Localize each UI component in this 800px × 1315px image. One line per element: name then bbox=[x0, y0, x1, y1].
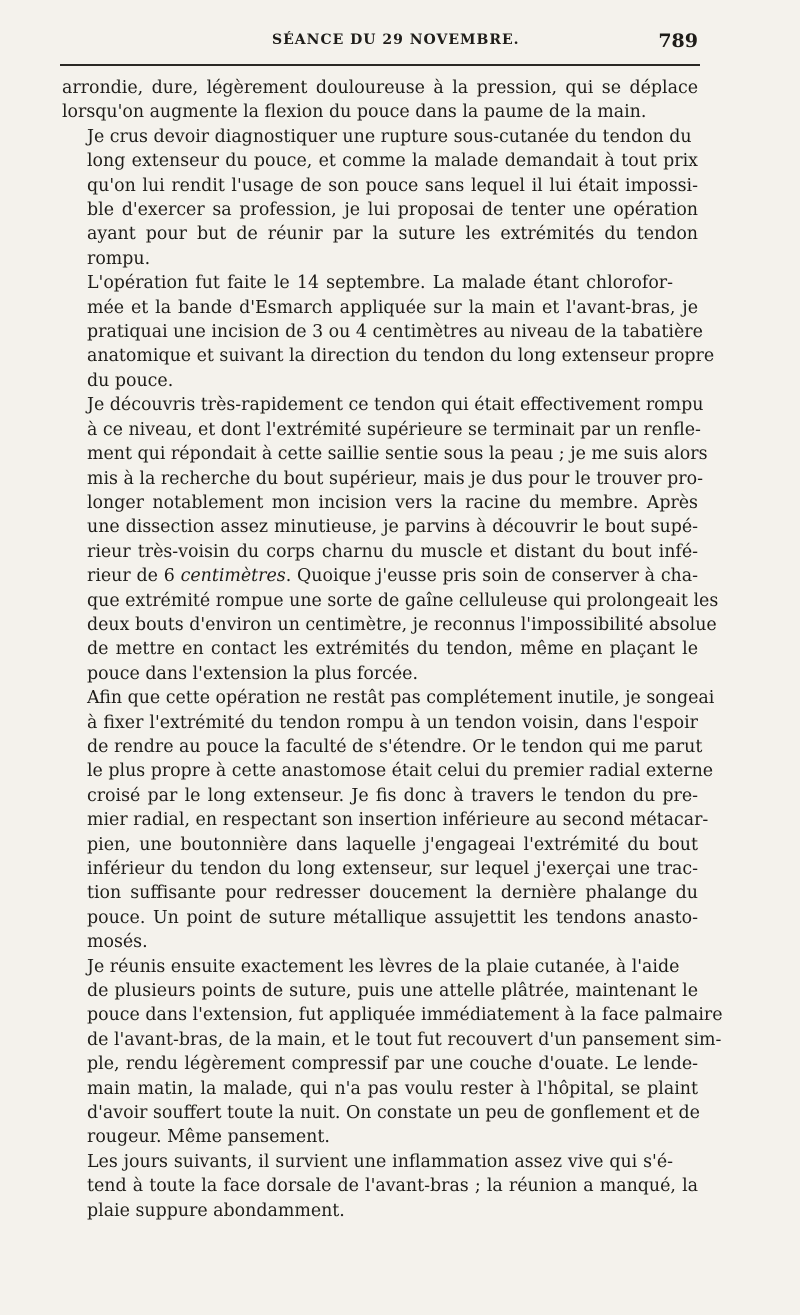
text-line: pouce dans l'extension la plus forcée. bbox=[87, 663, 418, 684]
paragraph bbox=[62, 955, 723, 1150]
text-line: longer notablement mon incision vers la racine du membre. Après bbox=[87, 492, 698, 513]
text-line: deux bouts d'environ un centimètre, je reconnus l'impossibilité absolue bbox=[87, 614, 717, 635]
text-line: le plus propre à cette anastomose était celui du premier radial externe bbox=[87, 761, 714, 782]
text-line: lorsqu'on augmente la flexion du pouce dans la paume de la main. bbox=[62, 102, 647, 123]
body-text bbox=[62, 76, 723, 1223]
text-line: qu'on lui rendit l'usage de son pouce sans lequel il lui était impossi- bbox=[87, 175, 698, 196]
text-line: Afin que cette opération ne restât pas complétement inutile, je songeai bbox=[87, 688, 715, 709]
running-head: SÉANCE DU 29 NOVEMBRE. bbox=[272, 32, 520, 48]
text-line: Je crus devoir diagnostiquer une rupture sous-cutanée du tendon du bbox=[87, 126, 692, 147]
text-line: mosés. bbox=[87, 932, 148, 953]
text-line: mis à la recherche du bout supérieur, mais je dus pour le trouver pro- bbox=[87, 468, 703, 489]
text-line: arrondie, dure, légèrement douloureuse à la pression, qui se déplace bbox=[62, 78, 698, 98]
text-line: tion suffisante pour redresser doucement la dernière phalange du bbox=[87, 883, 698, 904]
text-line: une dissection assez minutieuse, je parvins à découvrir le bout supé- bbox=[87, 517, 698, 538]
text-line: tend à toute la face dorsale de l'avant-bras ; la réunion a manqué, la bbox=[87, 1176, 698, 1197]
text-line: ment qui répondait à cette saillie sentie sous la peau ; je me suis alors bbox=[87, 444, 708, 465]
text-line: que extrémité rompue une sorte de gaîne celluleuse qui prolongeait les bbox=[87, 590, 719, 611]
text-line: L'opération fut faite le 14 septembre. La malade étant chlorofor- bbox=[87, 273, 673, 294]
text-line: Les jours suivants, il survient une inflammation assez vive qui s'é- bbox=[87, 1151, 673, 1172]
paragraph bbox=[62, 686, 715, 954]
text-line: croisé par le long extenseur. Je fis donc à travers le tendon du pre- bbox=[87, 785, 698, 806]
paragraph bbox=[62, 1150, 698, 1223]
text-line: ple, rendu légèrement compressif par une couche d'ouate. Le lende- bbox=[87, 1054, 698, 1075]
paragraph bbox=[62, 393, 719, 686]
paragraph bbox=[62, 271, 715, 393]
text-line: à ce niveau, et dont l'extrémité supérieure se terminait par un renfle- bbox=[87, 419, 701, 440]
text-line: de plusieurs points de suture, puis une attelle plâtrée, maintenant le bbox=[87, 981, 698, 1002]
text-line: de rendre au pouce la faculté de s'étendre. Or le tendon qui me parut bbox=[87, 736, 703, 757]
text-line: Je réunis ensuite exactement les lèvres de la plaie cutanée, à l'aide bbox=[87, 956, 680, 977]
text-line: main matin, la malade, qui n'a pas voulu rester à l'hôpital, se plaint bbox=[87, 1078, 698, 1099]
text-line: long extenseur du pouce, et comme la malade demandait à tout prix bbox=[87, 151, 698, 172]
text-line: du pouce. bbox=[87, 370, 174, 391]
text-line: mier radial, en respectant son insertion inférieure au second métacar- bbox=[87, 810, 709, 831]
text-line: de mettre en contact les extrémités du tendon, même en plaçant le bbox=[87, 639, 698, 660]
text-line: Je découvris très-rapidement ce tendon qui était effectivement rompu bbox=[87, 395, 704, 416]
page-header bbox=[62, 30, 698, 56]
text-line: rieur très-voisin du corps charnu du muscle et distant du bout infé- bbox=[87, 541, 698, 562]
text-line: rieur de 6 centimètres. Quoique j'eusse pris soin de conserver à cha- bbox=[87, 566, 698, 587]
text-line: ayant pour but de réunir par la suture les extrémités du tendon bbox=[87, 224, 698, 245]
text-line: à fixer l'extrémité du tendon rompu à un tendon voisin, dans l'espoir bbox=[87, 712, 698, 733]
text-line: anatomique et suivant la direction du tendon du long extenseur propre bbox=[87, 346, 715, 367]
page-number: 789 bbox=[658, 30, 698, 52]
text-line: pien, une boutonnière dans laquelle j'engageai l'extrémité du bout bbox=[87, 834, 698, 855]
text-line: rougeur. Même pansement. bbox=[87, 1127, 330, 1148]
text-line: inférieur du tendon du long extenseur, sur lequel j'exerçai une trac- bbox=[87, 859, 698, 879]
text-line: ble d'exercer sa profession, je lui proposai de tenter une opération bbox=[87, 200, 698, 221]
text-line: de l'avant-bras, de la main, et le tout fut recouvert d'un pansement sim- bbox=[87, 1029, 722, 1050]
text-line: plaie suppure abondamment. bbox=[87, 1200, 345, 1221]
text-line: d'avoir souffert toute la nuit. On constate un peu de gonflement et de bbox=[87, 1103, 700, 1124]
header-rule bbox=[60, 64, 700, 66]
paragraph bbox=[62, 125, 698, 271]
text-line: rompu. bbox=[87, 248, 151, 269]
text-line: pouce. Un point de suture métallique assujettit les tendons anasto- bbox=[87, 907, 698, 928]
text-line: mée et la bande d'Esmarch appliquée sur la main et l'avant-bras, je bbox=[87, 297, 698, 318]
paragraph bbox=[62, 76, 698, 125]
text-line: pouce dans l'extension, fut appliquée immédiatement à la face palmaire bbox=[87, 1005, 723, 1026]
text-line: pratiquai une incision de 3 ou 4 centimètres au niveau de la tabatière bbox=[87, 322, 703, 343]
